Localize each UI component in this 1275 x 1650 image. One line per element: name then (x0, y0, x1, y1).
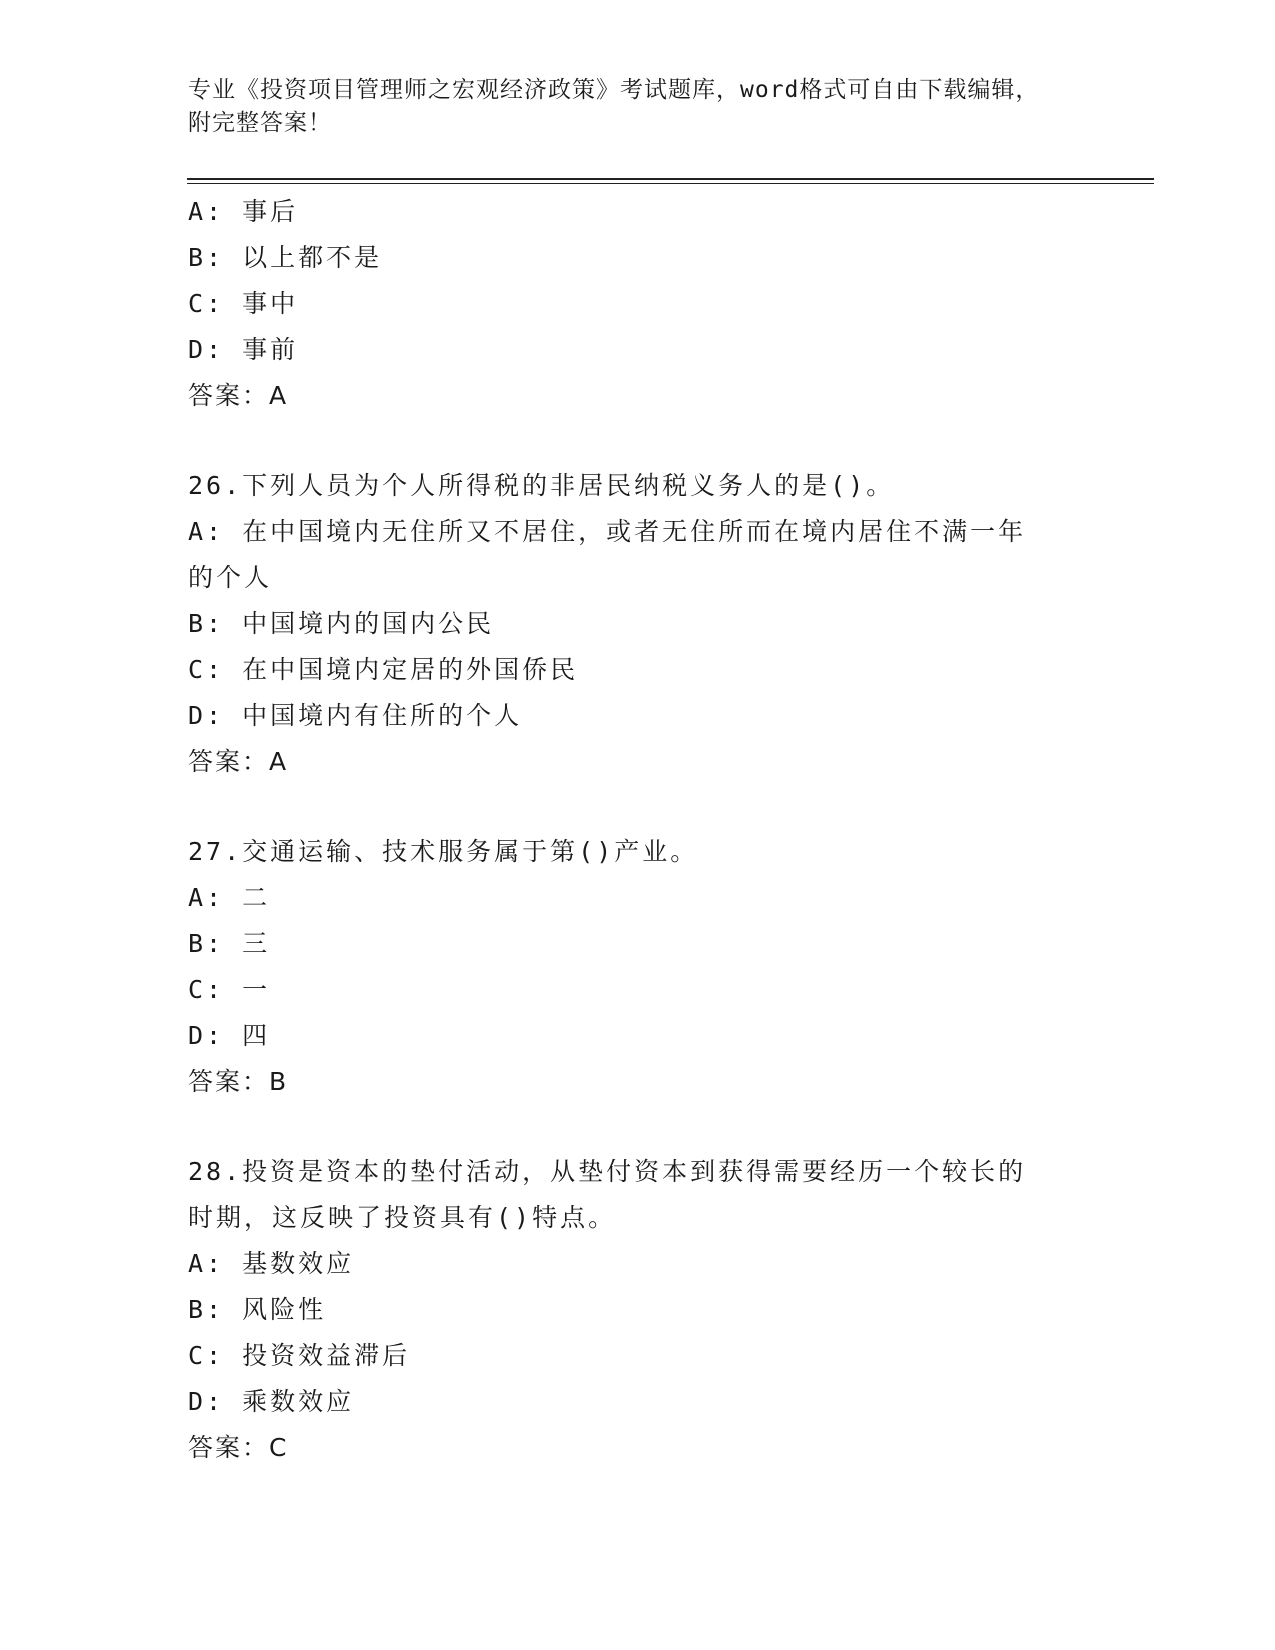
answer: 答案：A (188, 381, 289, 410)
option-b: B: 以上都不是 (188, 243, 383, 272)
answer: 答案：C (188, 1433, 289, 1462)
question-27 (188, 829, 1088, 1105)
question-stem: 27.交通运输、技术服务属于第()产业。 (188, 837, 699, 866)
option-d: D: 乘数效应 (188, 1387, 355, 1416)
header-rule-thick (187, 178, 1154, 180)
option-d: D: 四 (188, 1021, 271, 1050)
option-d: D: 事前 (188, 335, 299, 364)
question-25-continued (188, 189, 1088, 419)
option-c: C: 投资效益滞后 (188, 1341, 411, 1370)
option-c: C: 在中国境内定居的外国侨民 (188, 655, 579, 684)
question-content (188, 189, 1088, 1471)
answer: 答案：A (188, 747, 289, 776)
question-28 (188, 1149, 1088, 1471)
question-26 (188, 463, 1088, 785)
option-c: C: 事中 (188, 289, 299, 318)
header-rule-thin (187, 183, 1154, 184)
question-stem: 28.投资是资本的垫付活动，从垫付资本到获得需要经历一个较长的时期，这反映了投资具有()特点。 (188, 1157, 1027, 1232)
answer: 答案：B (188, 1067, 289, 1096)
question-stem: 26.下列人员为个人所得税的非居民纳税义务人的是()。 (188, 471, 895, 500)
option-a: A: 二 (188, 883, 271, 912)
option-b: B: 三 (188, 929, 271, 958)
option-b: B: 中国境内的国内公民 (188, 609, 495, 638)
header-line-1: 专业《投资项目管理师之宏观经济政策》考试题库，word格式可自由下载编辑， (188, 77, 1040, 103)
option-b: B: 风险性 (188, 1295, 327, 1324)
option-c: C: 一 (188, 975, 271, 1004)
header-line-2: 附完整答案！ (188, 110, 332, 136)
option-a: A: 事后 (188, 197, 299, 226)
option-a: A: 在中国境内无住所又不居住，或者无住所而在境内居住不满一年的个人 (188, 517, 1027, 592)
document-header (188, 74, 1088, 140)
option-d: D: 中国境内有住所的个人 (188, 701, 523, 730)
option-a: A: 基数效应 (188, 1249, 355, 1278)
